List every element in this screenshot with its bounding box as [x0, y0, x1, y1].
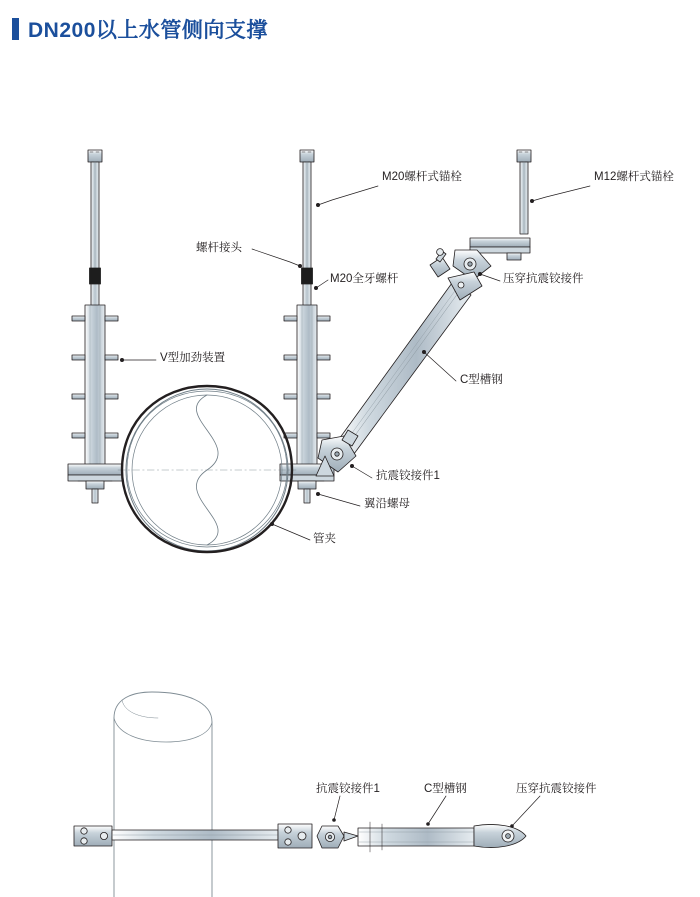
leader-lines-bottom — [334, 796, 540, 826]
label-anchor-m12: M12螺杆式锚栓 — [594, 171, 674, 183]
label-press-through-seismic-hinge: 压穿抗震铰接件 — [503, 273, 584, 285]
label-rod-m20-full-thread: M20全牙螺杆 — [330, 273, 399, 285]
label-c-channel-steel: C型槽钢 — [460, 374, 503, 386]
c-channel-brace-bottom — [358, 822, 474, 852]
label-c-channel-steel-bottom: C型槽钢 — [424, 783, 467, 795]
label-flange-nut: 翼沿螺母 — [364, 498, 410, 510]
label-seismic-hinge-1-bottom: 抗震铰接件1 — [316, 783, 380, 795]
label-pipe-clamp: 管夹 — [313, 533, 336, 545]
left-hanger-assembly — [68, 150, 122, 503]
label-seismic-hinge-1: 抗震铰接件1 — [376, 470, 440, 482]
label-v-stiffener: V型加劲装置 — [160, 352, 226, 364]
pipe-clamp-side — [74, 824, 312, 848]
label-rod-coupler: 螺杆接头 — [196, 242, 242, 254]
label-press-through-seismic-hinge-bottom: 压穿抗震铰接件 — [516, 783, 597, 795]
seismic-hinge-1-bottom — [317, 826, 358, 848]
pipe-side-view — [114, 692, 212, 897]
page-title-text: DN200以上水管侧向支撑 — [28, 19, 268, 42]
press-through-hinge-bottom — [474, 824, 526, 847]
pipe-clamp-ring — [122, 386, 292, 552]
label-anchor-m20: M20螺杆式锚栓 — [382, 171, 462, 183]
right-hanger-assembly — [453, 150, 531, 280]
